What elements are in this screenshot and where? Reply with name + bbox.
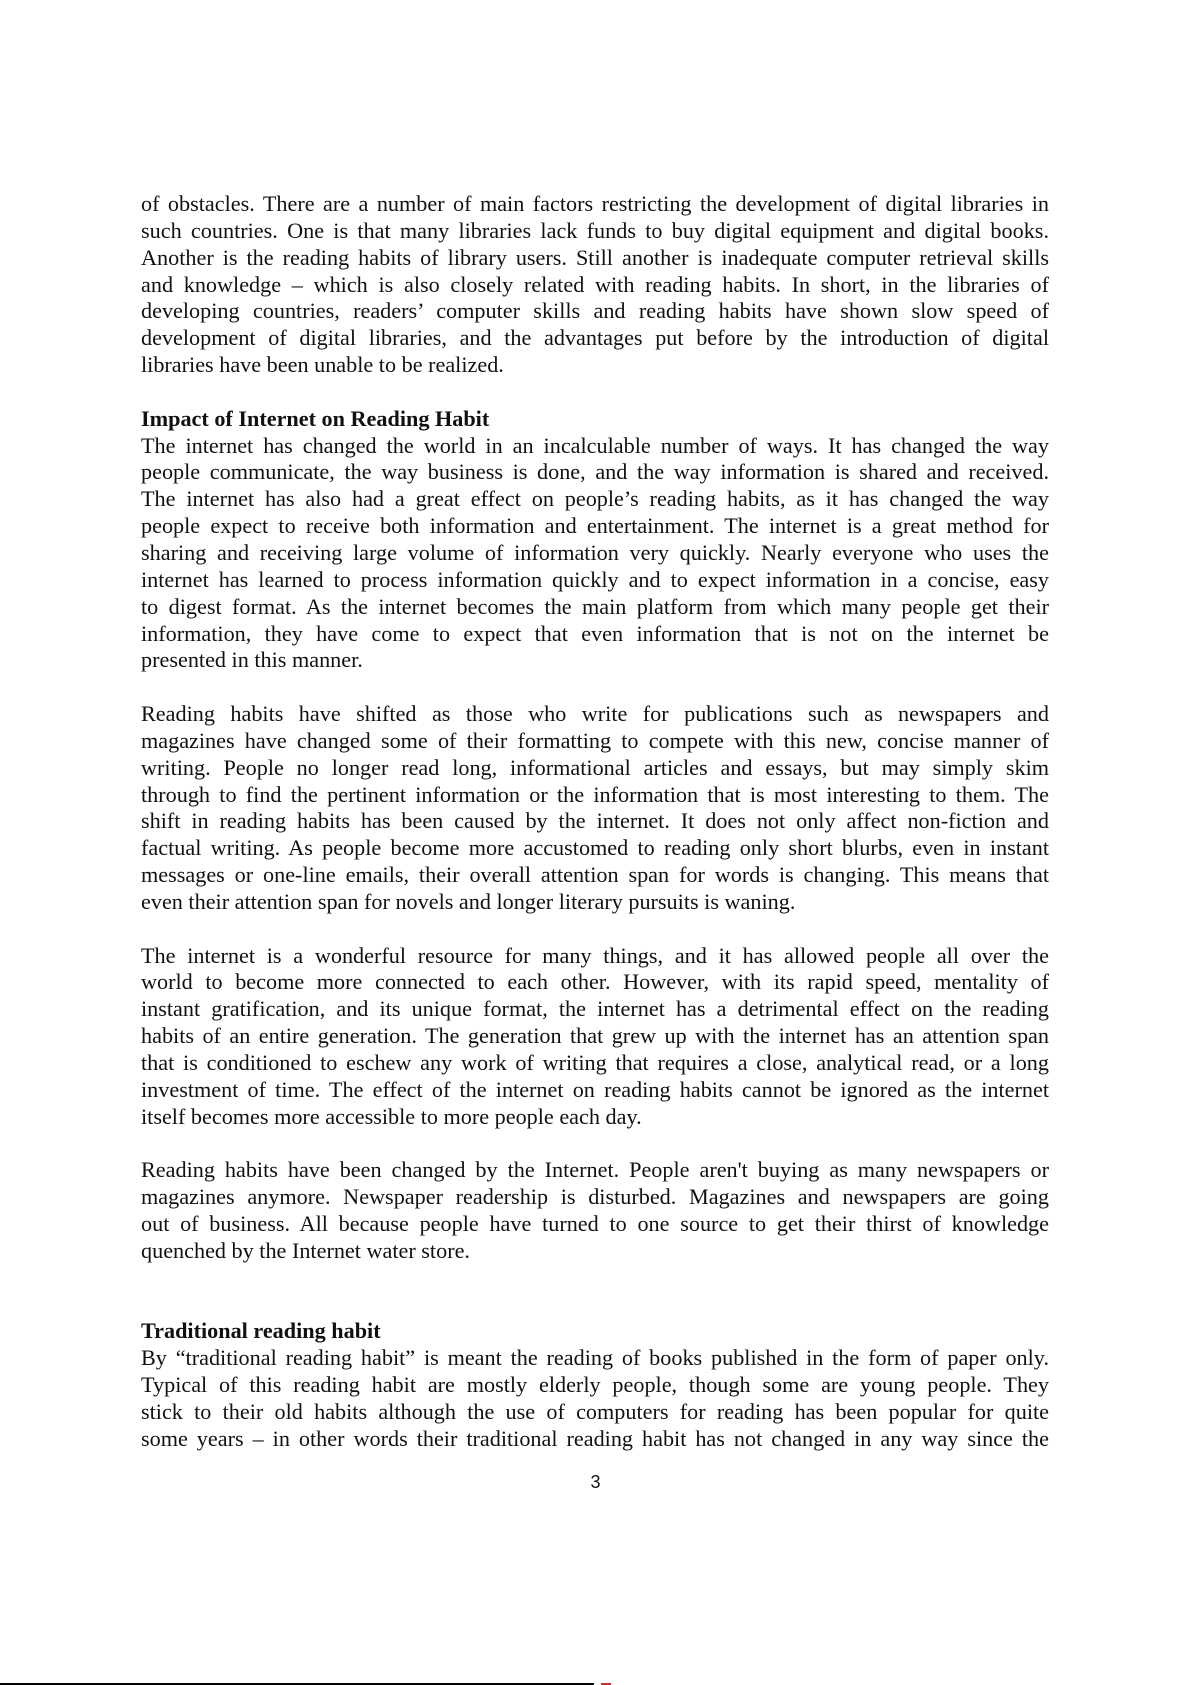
text-line: of obstacles. There are a number of main factors restricting the development of digital libraries in <box>141 191 1049 216</box>
text-line: Another is the reading habits of library users. Still another is inadequate computer retrieval skills <box>141 244 1049 270</box>
text-line: that is conditioned to eschew any work of writing that requires a close, analytical read, or a long <box>141 1050 1049 1075</box>
text-line: stick to their old habits although the use of computers for reading has been popular for quite <box>141 1398 1049 1424</box>
paragraph <box>141 433 1049 675</box>
text-line: The internet has changed the world in an incalculable number of ways. It has changed the way <box>141 432 1049 458</box>
text-line: The internet has also had a great effect on people’s reading habits, as it has changed the way <box>141 486 1049 512</box>
text-line: such countries. One is that many libraries lack funds to buy digital equipment and digital books. <box>141 217 1049 243</box>
text-line: presented in this manner. <box>141 647 363 673</box>
paragraph-gap <box>141 1265 1049 1292</box>
text-line: Reading habits have been changed by the Internet. People aren't buying as many newspapers or <box>141 1157 1049 1183</box>
text-line: magazines have changed some of their formatting to compete with this new, concise manner of <box>141 727 1049 753</box>
paragraph <box>141 701 1049 916</box>
paragraph-gap <box>141 1292 1049 1319</box>
text-line: The internet is a wonderful resource for many things, and it has allowed people all over the <box>141 942 1049 968</box>
section-heading: Impact of Internet on Reading Habit <box>141 405 490 431</box>
text-line: messages or one-line emails, their overall attention span for words is changing. This means that <box>141 862 1049 888</box>
text-line: and knowledge – which is also closely related with reading habits. In short, in the libraries of <box>141 271 1049 297</box>
text-line: world to become more connected to each other. However, with its rapid speed, mentality of <box>141 969 1049 995</box>
paragraph <box>141 191 1049 379</box>
paragraph-gap <box>141 916 1049 943</box>
text-line: out of business. All because people have turned to one source to get their thirst of knowledge <box>141 1211 1049 1237</box>
text-line: habits of an entire generation. The generation that grew up with the internet has an attention span <box>141 1023 1049 1049</box>
paragraph <box>141 943 1049 1131</box>
text-line: through to find the pertinent information or the information that is most interesting to them. The <box>141 781 1049 807</box>
text-line: shift in reading habits has been caused by the internet. It does not only affect non-fiction and <box>141 808 1049 834</box>
text-line: magazines anymore. Newspaper readership is disturbed. Magazines and newspapers are going <box>141 1184 1049 1210</box>
paragraph-gap <box>141 674 1049 701</box>
text-line: internet has learned to process information quickly and to expect information in a concise, easy <box>141 566 1049 592</box>
paragraph <box>141 1345 1049 1452</box>
text-line: itself becomes more accessible to more people each day. <box>141 1103 642 1129</box>
text-line: By “traditional reading habit” is meant the reading of books published in the form of paper only. <box>141 1345 1049 1371</box>
paragraph-gap <box>141 1131 1049 1158</box>
section-heading: Traditional reading habit <box>141 1318 381 1344</box>
paragraph <box>141 1157 1049 1264</box>
document-body <box>141 191 1049 1453</box>
text-line: people communicate, the way business is done, and the way information is shared and received. <box>141 459 1049 485</box>
text-line: even their attention span for novels and longer literary pursuits is waning. <box>141 888 796 914</box>
paragraph-gap <box>141 379 1049 406</box>
page-number: 3 <box>590 1472 601 1492</box>
text-line: instant gratification, and its unique format, the internet has a detrimental effect on the reading <box>141 996 1049 1022</box>
text-line: some years – in other words their traditional reading habit has not changed in any way since the <box>141 1425 1049 1451</box>
text-line: to digest format. As the internet becomes the main platform from which many people get their <box>141 593 1049 619</box>
text-line: quenched by the Internet water store. <box>141 1237 470 1263</box>
text-line: Typical of this reading habit are mostly elderly people, though some are young people. They <box>141 1372 1049 1398</box>
text-line: people expect to receive both information and entertainment. The internet is a great method for <box>141 513 1049 539</box>
text-line: development of digital libraries, and the advantages put before by the introduction of digital <box>141 325 1049 351</box>
text-line: writing. People no longer read long, informational articles and essays, but may simply skim <box>141 754 1049 780</box>
text-line: factual writing. As people become more accustomed to reading only short blurbs, even in instant <box>141 835 1049 861</box>
text-line: investment of time. The effect of the internet on reading habits cannot be ignored as the internet <box>141 1076 1049 1102</box>
text-line: Reading habits have shifted as those who write for publications such as newspapers and <box>141 701 1049 727</box>
text-line: sharing and receiving large volume of information very quickly. Nearly everyone who uses the <box>141 539 1049 565</box>
text-line: libraries have been unable to be realized. <box>141 352 504 378</box>
text-line: information, they have come to expect that even information that is not on the internet be <box>141 620 1049 646</box>
text-line: developing countries, readers’ computer skills and reading habits have shown slow speed of <box>141 298 1049 324</box>
